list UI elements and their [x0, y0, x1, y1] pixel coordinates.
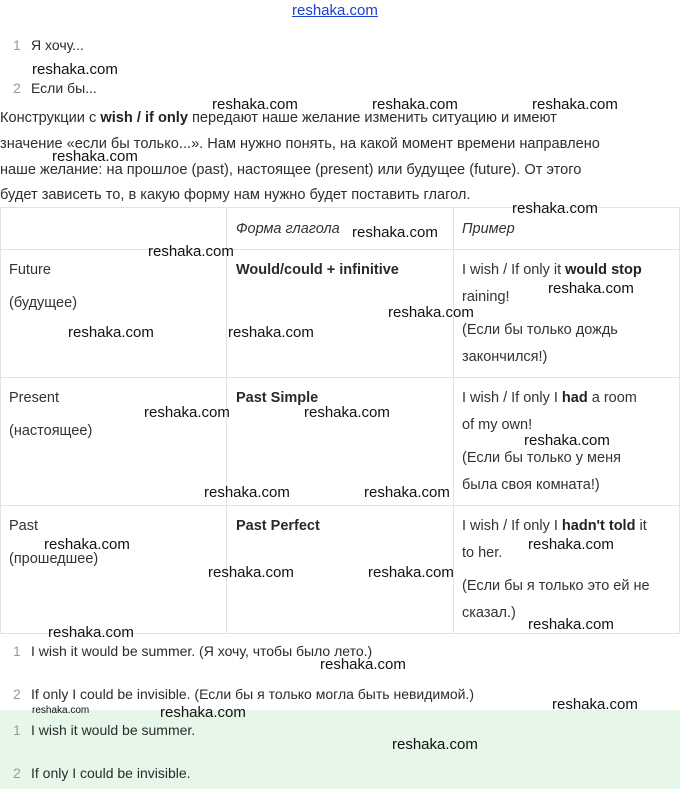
list-number: 1 [13, 722, 21, 738]
watermark: reshaka.com [552, 696, 638, 713]
table-row: Future (будущее) [9, 262, 78, 311]
watermark: reshaka.com [52, 148, 138, 165]
list-number: 1 [13, 643, 21, 659]
watermark: reshaka.com [320, 656, 406, 673]
watermark: reshaka.com [44, 536, 130, 553]
paragraph-line: Конструкции с wish / if only передают наше желание изменить ситуацию и имеют [0, 110, 557, 126]
example-sentence: I wish it would be summer. (Я хочу, чтобы было лето.) [31, 643, 373, 659]
example-sentence: If only I could be invisible. (Если бы я только могла быть невидимой.) [31, 686, 475, 702]
table-header-form: Форма глагола [236, 221, 340, 237]
paragraph-line: значение «если бы только...». Нам нужно понять, на какой момент времени направлено [0, 136, 600, 152]
site-link[interactable]: reshaka.com [292, 2, 378, 19]
watermark: reshaka.com [528, 616, 614, 633]
watermark: reshaka.com [372, 96, 458, 113]
table-header-example: Пример [462, 221, 515, 237]
watermark: reshaka.com [204, 484, 290, 501]
watermark: reshaka.com [160, 704, 246, 721]
watermark: reshaka.com [228, 324, 314, 341]
watermark: reshaka.com [212, 96, 298, 113]
verb-form: Past Simple [236, 390, 319, 406]
list-number: 1 [13, 37, 21, 53]
watermark: reshaka.com [368, 564, 454, 581]
watermark: reshaka.com [304, 404, 390, 421]
answer-block [0, 710, 680, 789]
list-number: 2 [13, 686, 21, 702]
watermark: reshaka.com [352, 224, 438, 241]
watermark: reshaka.com [48, 624, 134, 641]
answer-sentence: If only I could be invisible. [31, 765, 191, 781]
paragraph-line: наше желание: на прошлое (past), настоящее (present) или будущее (future). От этого [0, 162, 582, 178]
list-number: 2 [13, 80, 21, 96]
example-cell: I wish / If only it would stop raining! (Если бы только дождь закончился!) [462, 262, 642, 365]
table-row: Present (настоящее) [9, 390, 93, 439]
answer-sentence: I wish it would be summer. [31, 722, 196, 738]
list-number: 2 [13, 765, 21, 781]
watermark: reshaka.com [524, 432, 610, 449]
watermark: reshaka.com [392, 736, 478, 753]
watermark: reshaka.com [32, 705, 90, 716]
verb-form: Would/could + infinitive [236, 262, 399, 278]
example-cell: I wish / If only I had a room of my own! (Если бы только у меня была своя комната!) [462, 390, 637, 493]
watermark: reshaka.com [208, 564, 294, 581]
table-row: Past (прошедшее) [9, 518, 99, 567]
paragraph-line: будет зависеть то, в какую форму нам нужно будет поставить глагол. [0, 187, 471, 203]
example-cell: I wish / If only I hadn't told it to her. (Если бы я только это ей не сказал.) [462, 518, 650, 621]
watermark: reshaka.com [528, 536, 614, 553]
watermark: reshaka.com [532, 96, 618, 113]
watermark: reshaka.com [364, 484, 450, 501]
list-item: Я хочу... [31, 37, 84, 53]
watermark: reshaka.com [388, 304, 474, 321]
list-item: Если бы... [31, 80, 97, 96]
watermark: reshaka.com [68, 324, 154, 341]
watermark: reshaka.com [148, 243, 234, 260]
verb-form: Past Perfect [236, 518, 320, 534]
watermark: reshaka.com [512, 200, 598, 217]
watermark: reshaka.com [144, 404, 230, 421]
watermark: reshaka.com [32, 61, 118, 78]
watermark: reshaka.com [548, 280, 634, 297]
